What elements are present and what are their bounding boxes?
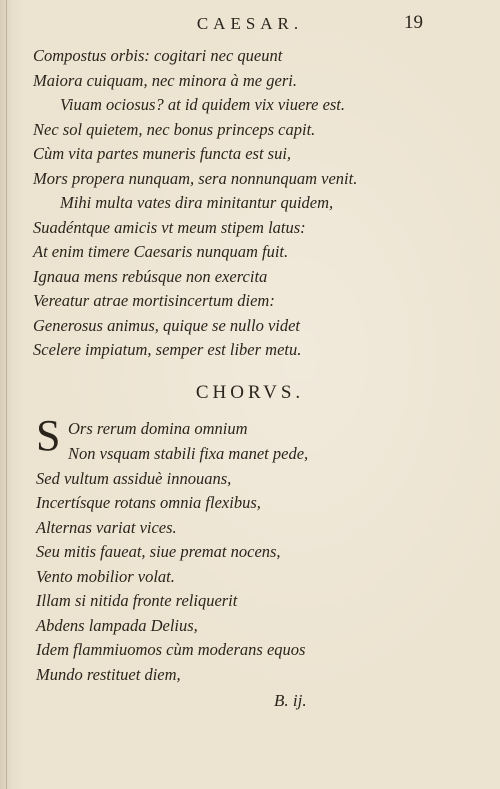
chorus-line: Alternas variat vices.: [36, 518, 177, 537]
verse-line: Maiora cuiquam, nec minora à me geri.: [33, 71, 297, 90]
verse-line: Compostus orbis: cogitari nec queunt: [33, 46, 283, 65]
verse-line: Viuam ociosus? at id quidem vix viuere est.: [60, 95, 346, 114]
chorus-line: Vento mobilior volat.: [36, 567, 175, 586]
verse-line: At enim timere Caesaris nunquam fuit.: [33, 242, 289, 261]
chorus-line: Abdens lampada Delius,: [36, 616, 198, 635]
running-title: CAESAR.: [196, 14, 304, 33]
chorus-line: Seu mitis faueat, siue premat nocens,: [36, 542, 281, 561]
verse-line: Vereatur atrae mortisincertum diem:: [33, 291, 275, 310]
verse-line: Ignaua mens rebúsque non exercita: [33, 267, 268, 286]
chorus-line: Incertísque rotans omnia flexibus,: [36, 493, 261, 512]
verse-line: Nec sol quietem, nec bonus princeps capit.: [33, 120, 316, 139]
chorus-line: Non vsquam stabili fixa manet pede,: [68, 444, 309, 463]
chorus-line: Illam si nitida fronte reliquerit: [36, 591, 238, 610]
verse-line: Mors propera nunquam, sera nonnunquam venit.: [33, 169, 358, 188]
chorus-line: Sed vultum assiduè innouans,: [36, 469, 232, 488]
verse-line: Scelere impiatum, semper est liber metu.: [33, 340, 302, 359]
signature-mark: B. ij.: [274, 691, 307, 710]
verse-line: Suadéntque amicis vt meum stipem latus:: [33, 218, 306, 237]
chorus-heading: CHORVS.: [195, 382, 305, 403]
verse-line: Mihi multa vates dira minitantur quidem,: [60, 193, 334, 212]
verse-line: Generosus animus, quique se nullo videt: [33, 316, 301, 335]
page-number: 19: [404, 12, 423, 33]
drop-cap: S: [36, 411, 61, 460]
chorus-line: Idem flammiuomos cùm moderans equos: [36, 640, 306, 659]
chorus-line: Mundo restituet diem,: [36, 665, 181, 684]
chorus-line: Ors rerum domina omnium: [68, 419, 248, 438]
verse-line: Cùm vita partes muneris functa est sui,: [33, 144, 292, 163]
